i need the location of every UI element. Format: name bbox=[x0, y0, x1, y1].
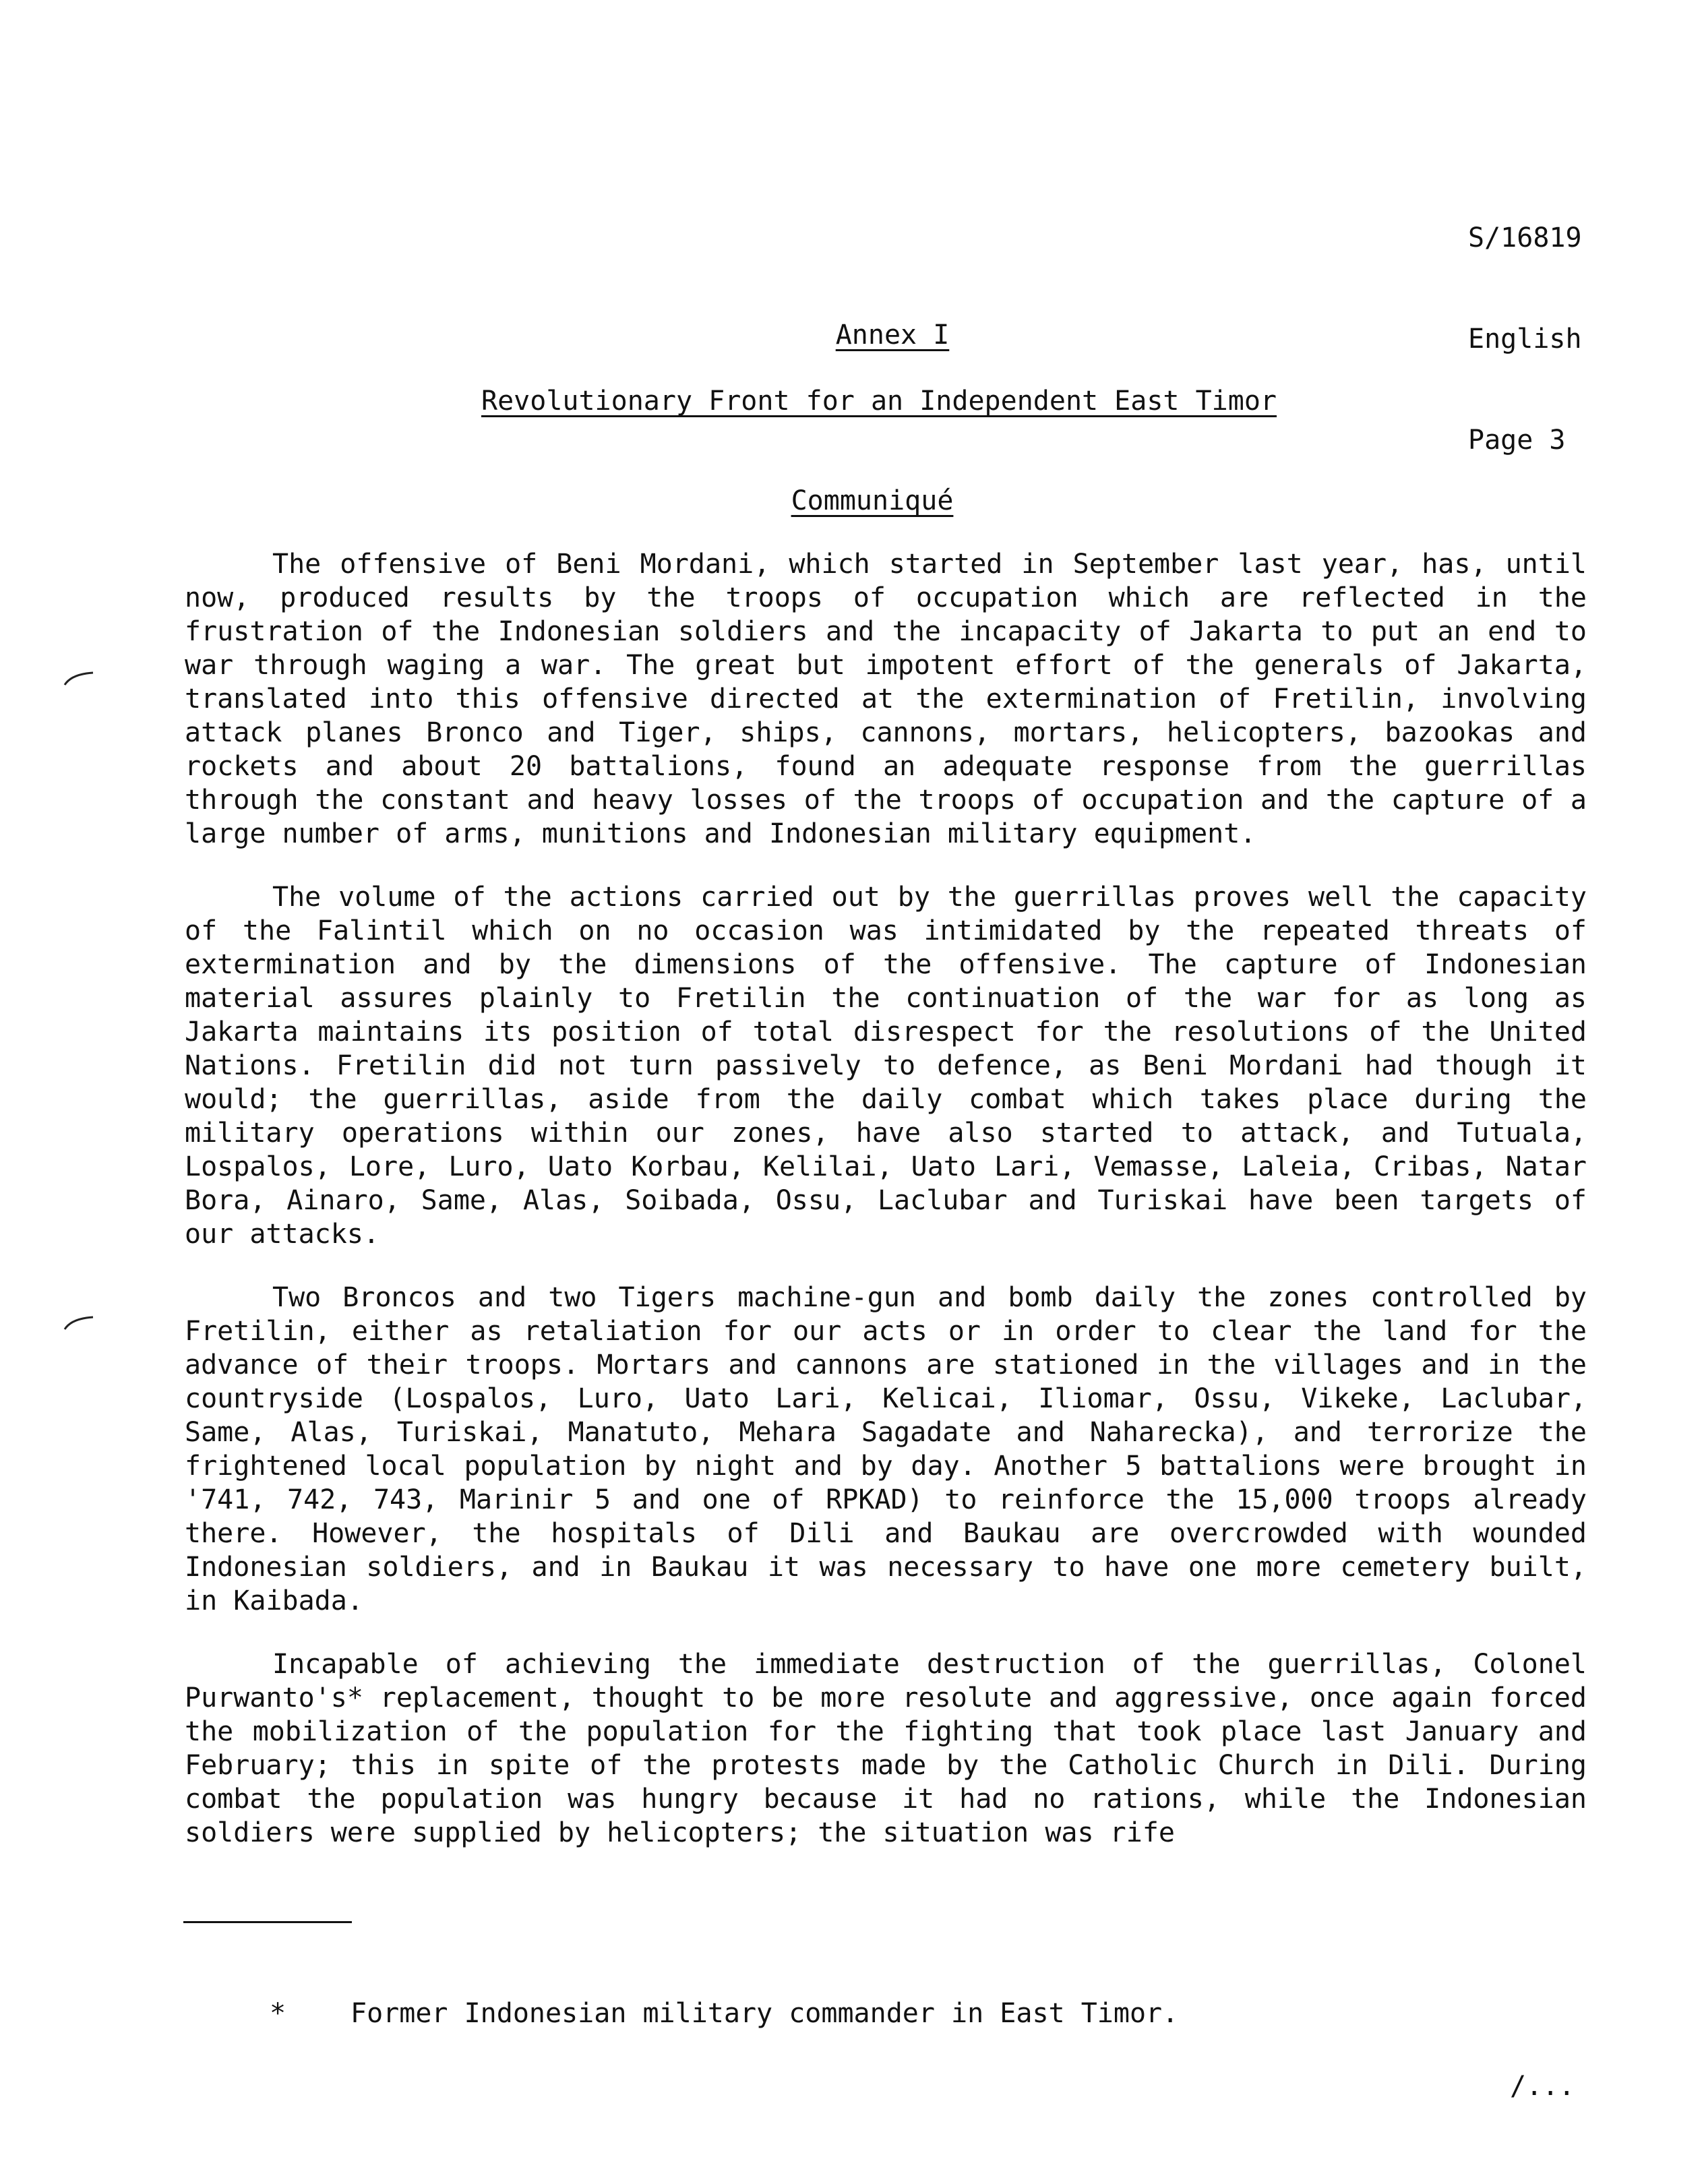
continuation-mark: /... bbox=[1510, 2071, 1575, 2102]
footnote-marker: * bbox=[270, 1998, 286, 2029]
communique-body bbox=[185, 547, 1587, 1879]
footnote bbox=[270, 1997, 1178, 2030]
paragraph-4: Incapable of achieving the immediate destruction of the guerrillas, Colonel Purwanto's* replacement, thought to be more resolute and aggressive, once again forced the mobilization of the population for the fighting that took place last January and February; this in spite of the protests made by the Catholic Church in Dili. During combat the population was hungry because it had no rations, while the Indonesian soldiers were supplied by helicopters; the situation was rife bbox=[185, 1649, 1587, 1848]
margin-tick-mark-icon bbox=[62, 1314, 96, 1332]
organization-heading: Revolutionary Front for an Independent East Timor bbox=[481, 386, 1277, 417]
paragraph-2: The volume of the actions carried out by the guerrillas proves well the capacity of the Falintil which on no occasion was intimidated by the repeated threats of extermination and by the dimensions of the offensive. The capture of Indonesian material assures plainly to Fretilin the continuation of the war for as long as Jakarta maintains its position of total disrespect for the resolutions of the United Nations. Fretilin did not turn passively to defence, as Beni Mordani had though it would; the guerrillas, aside from the daily combat which takes place during the military operations within our zones, have also started to attack, and Tutuala, Lospalos, Lore, Luro, Uato Korbau, Kelilai, Uato Lari, Vemasse, Laleia, Cribas, Natar Bora, Ainaro, Same, Alas, Soibada, Ossu, Laclubar and Turiskai have been targets of our attacks. bbox=[185, 882, 1587, 1250]
margin-tick-mark-icon bbox=[62, 670, 96, 688]
footnote-text: Former Indonesian military commander in East Timor. bbox=[351, 1998, 1179, 2029]
page-number: Page 3 bbox=[1468, 425, 1566, 456]
footnote-divider bbox=[183, 1921, 352, 1923]
paragraph-1: The offensive of Beni Mordani, which started in September last year, has, until now, produced results by the troops of occupation which are reflected in the frustration of the Indonesian soldiers and the incapacity of Jakarta to put an end to war through waging a war. The great but impotent effort of the generals of Jakarta, translated into this offensive directed at the extermination of Fretilin, involving attack planes Bronco and Tiger, ships, cannons, mortars, helicopters, bazookas and rockets and about 20 battalions, found an adequate response from the guerrillas through the constant and heavy losses of the troops of occupation and the capture of a large number of arms, munitions and Indonesian military equipment. bbox=[185, 549, 1587, 849]
document-symbol: S/16819 bbox=[1468, 222, 1582, 253]
annex-heading: Annex I bbox=[835, 320, 950, 351]
paragraph-3: Two Broncos and two Tigers machine-gun and bomb daily the zones controlled by Fretilin, either as retaliation for our acts or in order to clear the land for the advance of their troops. Mortars and cannons are stationed in the villages and in the countryside (Lospalos, Luro, Uato Lari, Kelicai, Iliomar, Ossu, Vikeke, Laclubar, Same, Alas, Turiskai, Manatuto, Mehara Sagadate and Naharecka), and terrorize the frightened local population by night and by day. Another 5 battalions were brought in '741, 742, 743, Marinir 5 and one of RPKAD) to reinforce the 15,000 troops already there. However, the hospitals of Dili and Baukau are overcrowded with wounded Indonesian soldiers, and in Baukau it was necessary to have one more cemetery built, in Kaibada. bbox=[185, 1282, 1587, 1616]
document-type-heading: Communiqué bbox=[791, 485, 954, 516]
document-language: English bbox=[1468, 324, 1582, 355]
